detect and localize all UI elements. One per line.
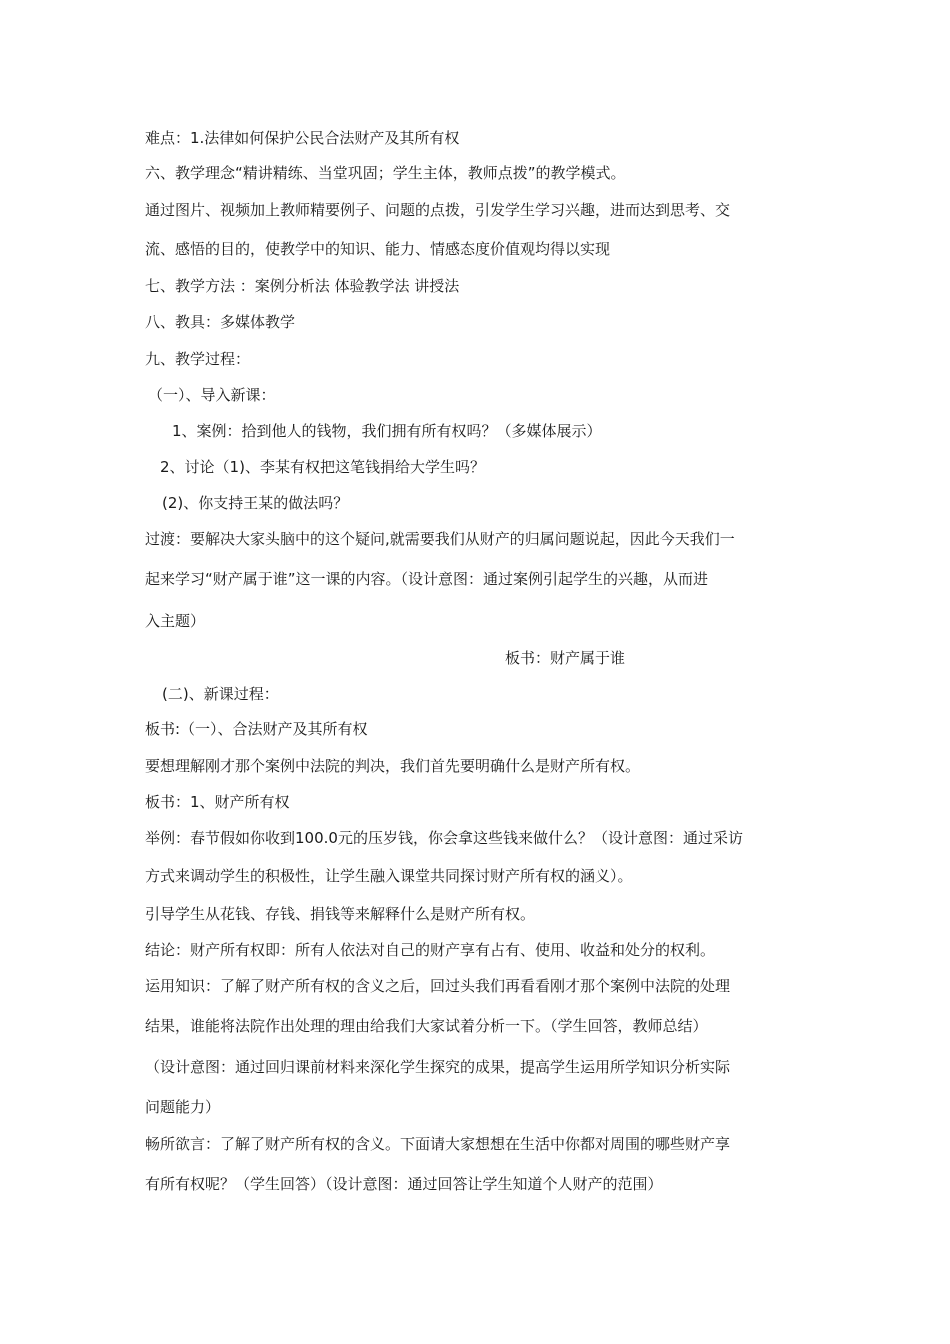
text-line-teaching-philosophy: 六、教学理念“精讲精练、当堂巩固；学生主体，教师点拨”的教学模式。 xyxy=(145,164,626,182)
text-line-speak-freely-2: 有所有权呢？（学生回答）（设计意图：通过回答让学生知道个人财产的范围） xyxy=(145,1175,663,1193)
text-line-conclusion: 结论：财产所有权即：所有人依法对自己的财产享有占有、使用、收益和处分的权利。 xyxy=(145,941,716,959)
text-line-board-legal-property: 板书:（一）、合法财产及其所有权 xyxy=(145,720,368,738)
text-line-intro-heading: （一）、导入新课： xyxy=(148,386,276,404)
text-line-understand-case: 要想理解刚才那个案例中法院的判决，我们首先要明确什么是财产所有权。 xyxy=(145,757,641,775)
text-line-speak-freely-1: 畅所欲言：了解了财产所有权的含义。下面请大家想想在生活中你都对周围的哪些财产享 xyxy=(145,1135,731,1153)
text-line-transition-2: 起来学习“财产属于谁”这一课的内容。（设计意图：通过案例引起学生的兴趣，从而进 xyxy=(145,570,709,588)
text-line-case: 1、案例：拾到他人的钱物，我们拥有所有权吗？（多媒体展示） xyxy=(172,422,602,440)
text-line-difficulty: 难点：1.法律如何保护公民合法财产及其所有权 xyxy=(145,129,460,147)
text-line-board-ownership: 板书：1、财产所有权 xyxy=(145,793,290,811)
text-line-teaching-methods: 七、教学方法 ：案例分析法 体验教学法 讲授法 xyxy=(145,277,460,295)
text-line-board-title: 板书：财产属于谁 xyxy=(505,649,626,667)
text-line-teaching-process: 九、教学过程： xyxy=(145,350,251,368)
text-line-apply-knowledge-2: 结果，谁能将法院作出处理的理由给我们大家试着分析一下。（学生回答，教师总结） xyxy=(145,1017,708,1035)
text-line-teaching-tools: 八、教具：多媒体教学 xyxy=(145,313,296,331)
text-line-discussion-2: (2)、你支持王某的做法吗？ xyxy=(162,494,349,512)
text-line-discussion-1: 2、讨论（1)、李某有权把这笔钱捐给大学生吗？ xyxy=(160,458,485,476)
text-line-transition-3: 入主题） xyxy=(145,612,206,630)
text-line-design-intent-1: （设计意图：通过回归课前材料来深化学生探究的成果，提高学生运用所学知识分析实际 xyxy=(145,1058,731,1076)
text-line-apply-knowledge-1: 运用知识：了解了财产所有权的含义之后，回过头我们再看看刚才那个案例中法院的处理 xyxy=(145,977,731,995)
text-line-guide-students: 引导学生从花钱、存钱、捐钱等来解释什么是财产所有权。 xyxy=(145,905,536,923)
text-line-transition-1: 过渡：要解决大家头脑中的这个疑问,就需要我们从财产的归属问题说起，因此今天我们一 xyxy=(145,530,735,548)
text-line-example-1: 举例：春节假如你收到100.0元的压岁钱，你会拿这些钱来做什么？（设计意图：通过采访 xyxy=(145,829,743,847)
text-line-design-intent-2: 问题能力） xyxy=(145,1098,221,1116)
text-line-example-2: 方式来调动学生的积极性，让学生融入课堂共同探讨财产所有权的涵义）。 xyxy=(145,867,633,885)
text-line-philosophy-detail-1: 通过图片、视频加上教师精要例子、问题的点拨，引发学生学习兴趣，进而达到思考、交 xyxy=(145,201,731,219)
text-line-philosophy-detail-2: 流、感悟的目的，使教学中的知识、能力、情感态度价值观均得以实现 xyxy=(145,240,611,258)
text-line-new-lesson-heading: (二)、新课过程： xyxy=(162,685,279,703)
